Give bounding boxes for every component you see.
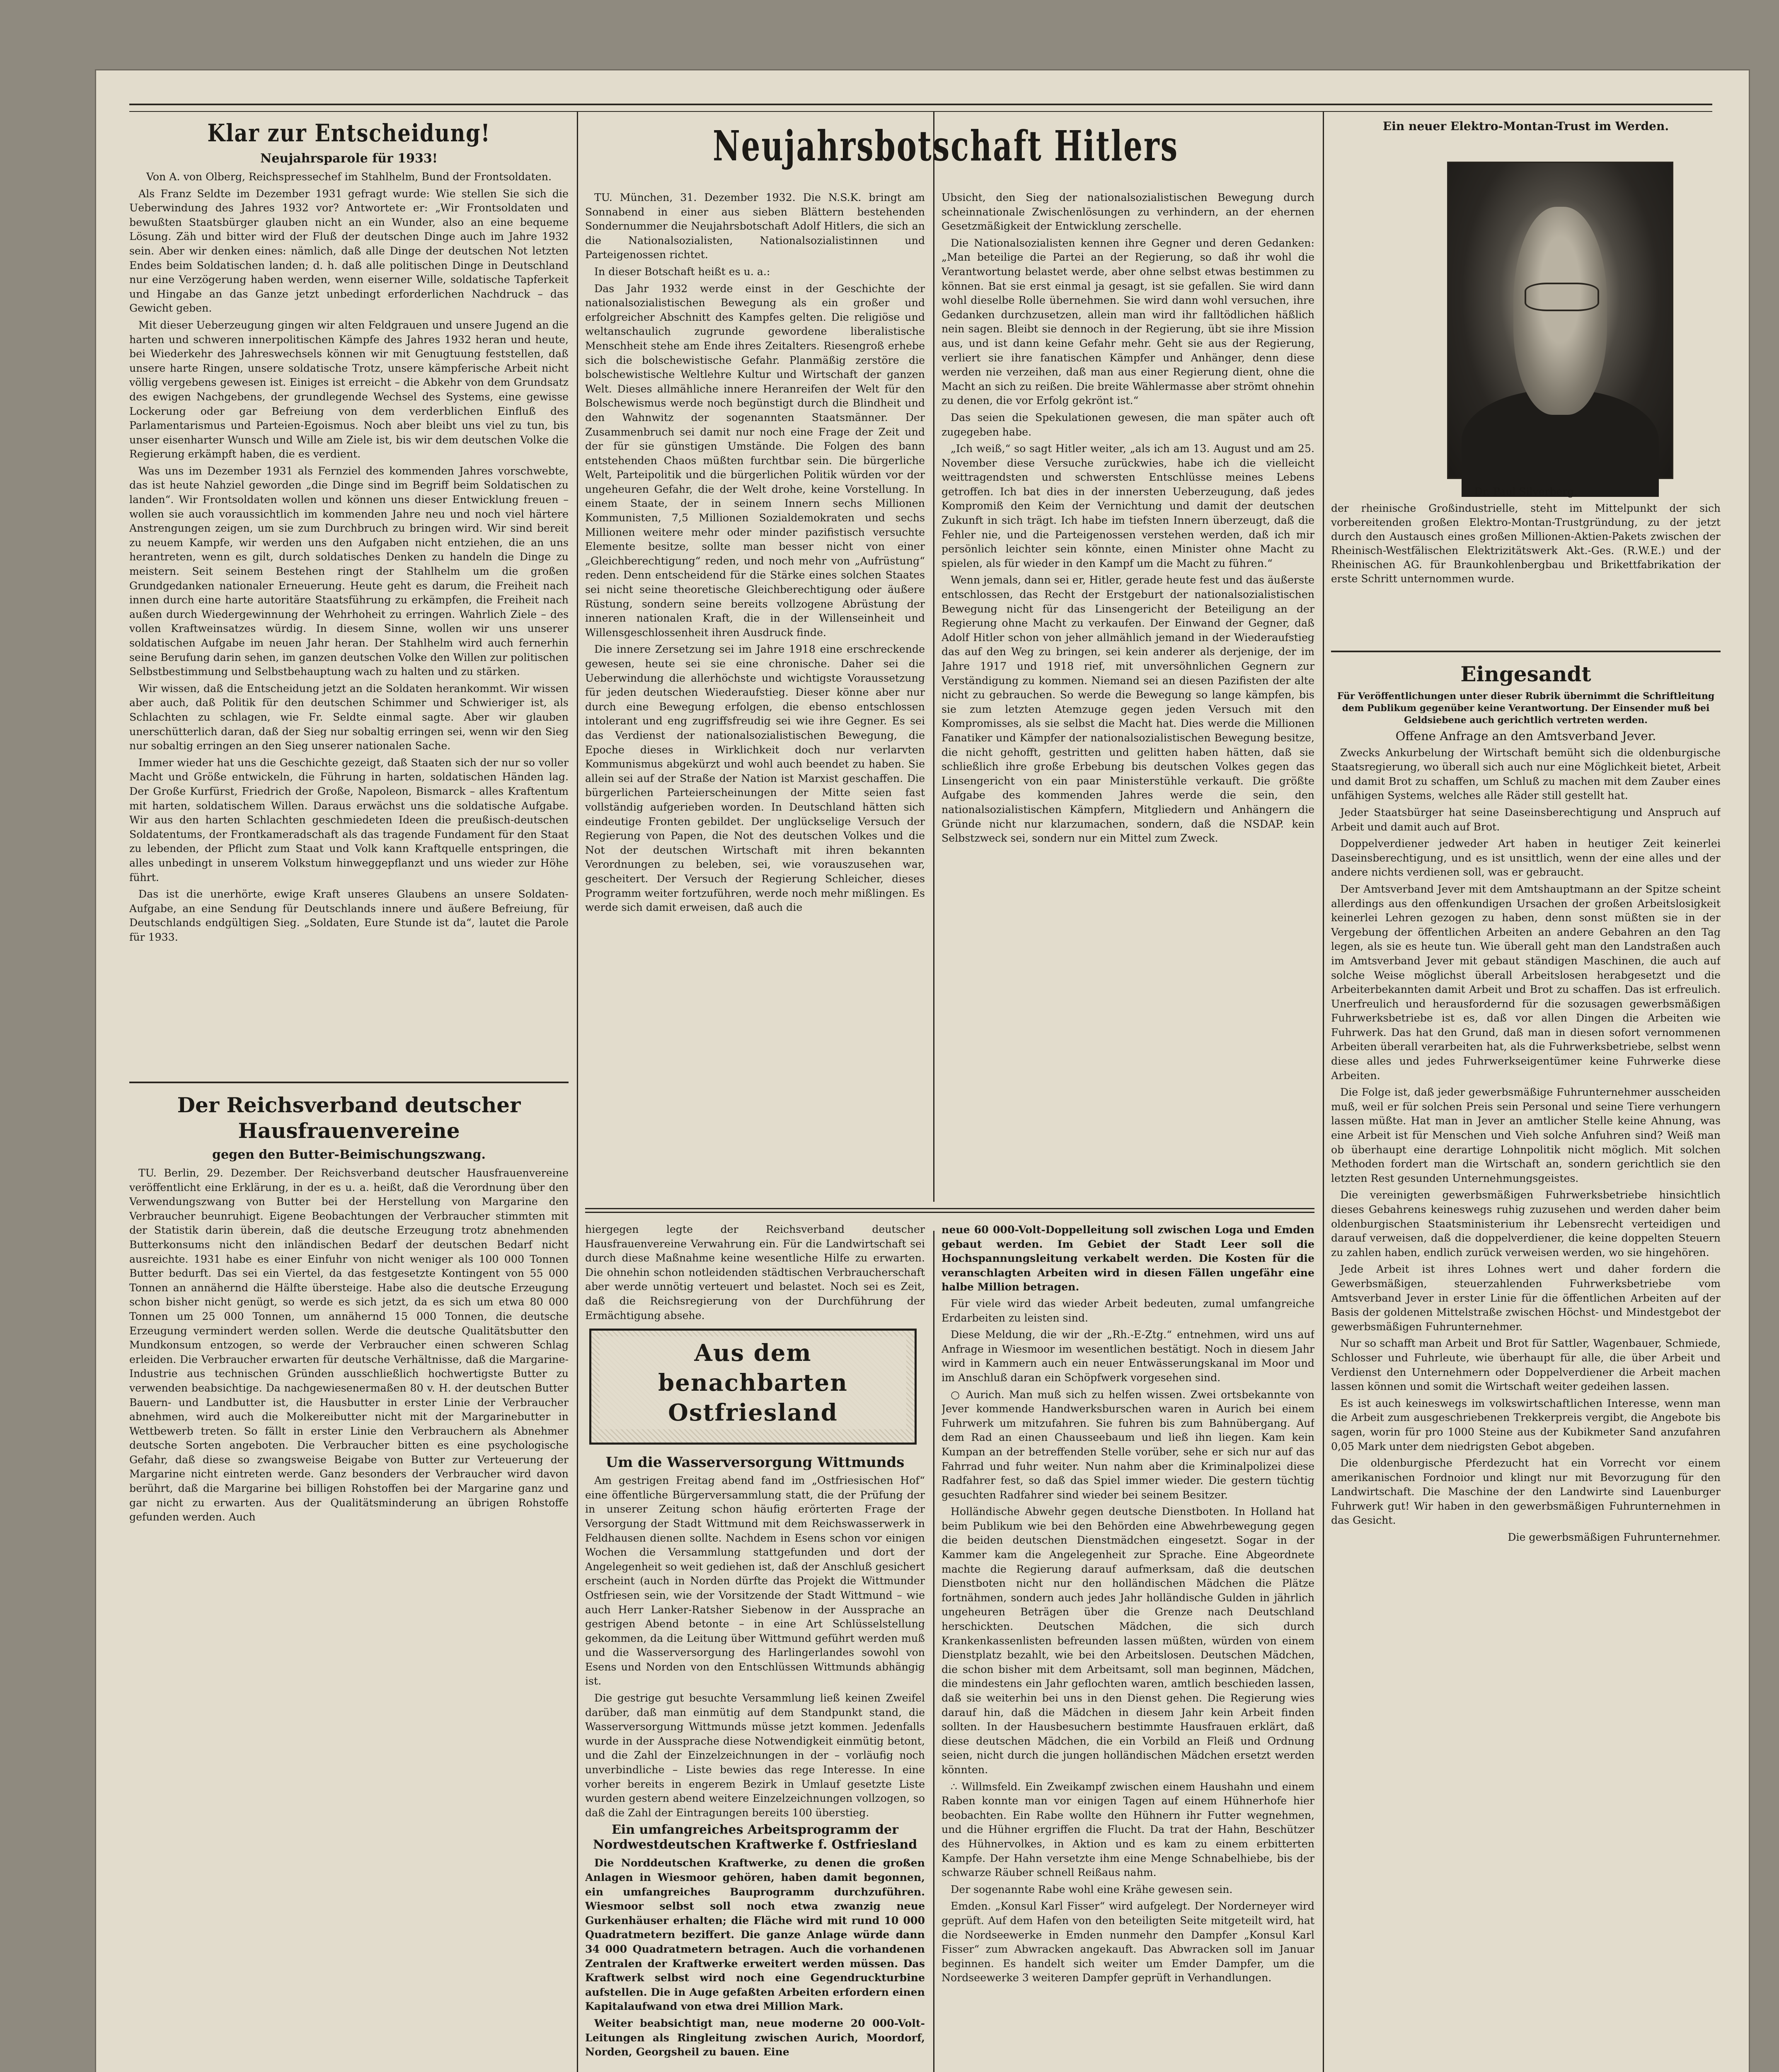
trust-heading: Ein neuer Elektro-Montan-Trust im Werden. — [1382, 119, 1669, 133]
paragraph: Die Norddeutschen Kraftwerke, zu denen die großen Anlagen in Wiesmoor gehören, haben damit begonnen, ein umfangreiches Bauprogramm durchzuführen. Wiesmoor selbst soll noch etwa zwanzig neue Gurkenhäuser erhalten; die Fläche wird mit rund 10 000 Quadratmetern beziffert. Die ganze Anlage würde dann 34 000 Quadratmetern betragen. Auch die vorhandenen Zentralen der Kraftwerke erweitert werden müssen. Das Kraftwerk selbst wird noch eine Gegendruckturbine aufstellen. Die in Auge gefaßten Arbeiten erfordern einen Kapitalaufwand von etwa drei Million Mark. — [585, 1857, 925, 2013]
article-byline: Von A. von Olberg, Reichspressechef im Stahlhelm, Bund der Frontsoldaten. — [146, 171, 552, 183]
newspaper-sheet — [96, 70, 1749, 2072]
paragraph: Wir wissen, daß die Entscheidung jetzt an die Soldaten herankommt. Wir wissen aber auch, daß Politik für den deutschen Schimmer und Schwieriger ist, als Schlachten zu schlagen, wie Fr. Seldte einmal sagte. Aber wir glauben unerschütterlich daran, daß der Sieg nur sobaltig erringen sei, wenn wir den Sieg nur sobaltig erringen an den Sieg unserer nationalen Sache. — [129, 682, 569, 752]
paragraph: Am gestrigen Freitag abend fand im „Ostfriesischen Hof“ eine öffentliche Bürgerversammlung statt, die der Prüfung der in unserer Zeitung schon häufig erörterten Frage der Versorgung der Stadt Wittmund mit dem Reichswasserwerk in Feldhausen dienen sollte. Nachdem in Esens schon vor einigen Wochen die Versammlung stattgefunden und dort der Angelegenheit so weit gediehen ist, daß der Anschluß gesichert erscheint (auch in Norden dürfte das Projekt die Wittmunder Ostfriesen sein, wie der Vorsitzende der Stadt Wittmund – wie auch Herr Lanker-Ratsher Siebenow in der Aussprache an gestrigen Abend betonte – in eine Art Schlüsselstellung gekommen, da die Leitung über Wittmund geführt werden muß und die Wasserversorgung des Harlingerlandes sowohl von Esens und Norden von den Entschlüssen Wittmunds abhängig ist. — [585, 1474, 925, 1687]
paragraph: Was uns im Dezember 1931 als Fernziel des kommenden Jahres vorschwebte, das ist heute Nahziel geworden „die Dinge sind im Begriff beim Soldatischen zu landen“. Wir Frontsoldaten wollen und können uns dieser Entwicklung freuen – wollen sie auch voraussichtlich im kommenden Jahre neu und noch viel härtere Anstrengungen zeigen, um sie zum Durchbruch zu bringen wird. Wir sind bereit zu neuem Kampfe, wir werden uns den Aufgaben nicht entziehen, die an uns herantreten, wenn es gilt, durch soldatisches Denken zu handeln die Dinge zu meistern. Seit seinem Bestehen ringt der Stahlhelm um die großen Grundgedanken nationaler Erneuerung. Heute geht es darum, die Freiheit nach innen durch eine harte autoritäre Staatsführung zu erkämpfen, die Freiheit nach außen durch Wiedergewinnung der Wehrhoheit zu erringen. Wahrlich Ziele – des vollen Kraftweinsatzes würdig. In diesem Sinne, wollen wir uns unserer soldatischen Aufgabe im neuen Jahr heran. Der Stahlhelm wird auch fernerhin seine Berufung darin sehen, im ganzen deutschen Volke den Willen zur politischen Selbstbestimmung und Selbstbehauptung wach zu halten und zu stärken. — [129, 465, 569, 678]
paragraph: Das Jahr 1932 werde einst in der Geschichte der nationalsozialistischen Bewegung als ein großer und erfolgreicher Abschnitt des Kampfes gelten. Die religiöse und weltanschaulich zugrunde gewordene liberalistische Menschheit stehe am Ende ihres Zeitalters. Riesengroß erhebe sich die bolschewistische Gefahr. Planmäßig zerstöre die bolschewistische Weltlehre Kultur und Wirtschaft der ganzen Welt. Dieses allmähliche innere Heranreifen der Welt für den Bolschewismus werde noch begünstigt durch die Blindheit und den Wahnwitz der sogenannten Staatsmänner. Der Zusammenbruch sei damit nur noch eine Frage der Zeit und der für sie günstigen Umstände. Die Folgen des bann entstehenden Chaos müßten furchtbar sein. Die bürgerliche Welt, Parteipolitik und die bürgerlichen Politik würden vor der ungeheuren Gefahr, die der Welt drohe, keine Vorstellung. In einem Staate, der in seinem Innern sechs Millionen Kommunisten, 7,5 Millionen Sozialdemokraten und sechs Millionen weitere mehr oder minder pazifistisch versuchte Elemente besitze, sollte man besser nicht von einer „Gleichberechtigung“ reden, und noch mehr von „Aufrüstung“ reden. Denn entscheidend für die Stärke eines solchen Staates sei nicht seine theoretische Gleichberechtigung oder äußere Rüstung, sondern seine bereits vollzogene Abrüstung der inneren nationalen Kraft, die in der Willenseinheit und Willensgeschlossenheit ihren Ausdruck finde. — [585, 282, 925, 639]
headline-wrapper — [585, 120, 1306, 178]
column-stahlhelm — [129, 116, 569, 1077]
paragraph: TU. München, 31. Dezember 1932. Die N.S.K. bringt am Sonnabend in einer aus sieben Blättern bestehenden Sondernummer die Neujahrsbotschaft Adolf Hitlers, die sich an die Nationalsozialisten, Nationalsozialistinnen und Parteigenossen richtet. — [585, 191, 925, 261]
paragraph: Jede Arbeit ist ihres Lohnes wert und daher fordern die Gewerbsmäßigen, steuerzahlenden Fuhrwerksbetriebe vom Amtsverband Jever in erster Linie für die öffentlichen Arbeiten auf der Basis der goldenen Mittelstraße zwischen Höchst- und Mindestgebot der gewerbsmäßigen Fuhrunternehmer. — [1331, 1263, 1721, 1333]
column-hitler-1 — [585, 191, 925, 1202]
caption-name: Dr. Paul Silverberg, — [1474, 486, 1578, 498]
paragraph: „Ich weiß,“ so sagt Hitler weiter, „als ich am 13. August und am 25. November diese Versuche zurückwies, habe ich die vielleicht weittragendsten und schwersten Entschlüsse meines Lebens getroffen. Ich bat dies in der innersten Ueberzeugung, daß jedes Kompromiß den Keim der Vernichtung und damit der deutschen Zukunft in sich trägt. Ich habe im tiefsten Innern überzeugt, daß die Fehler nie, und die Parteigenossen verstehen werden, daß ich mir persönlich leichter sein könnte, einen Minister ohne Macht zu spielen, als für wieder in den Kampf um die Macht zu führen.“ — [942, 443, 1314, 569]
paragraph: Ubsicht, den Sieg der nationalsozialistischen Bewegung durch scheinnationale Zwischenlösungen zu verhindern, an der ehernen Gesetzmäßigkeit der Entwicklung zerschelle. — [942, 191, 1314, 232]
paragraph: Die gestrige gut besuchte Versammlung ließ keinen Zweifel darüber, daß man einmütig auf dem Standpunkt stand, die Wasserversorgung Wittmunds müsse jetzt kommen. Jedenfalls wurde in der Aussprache diese Notwendigkeit einmütig betont, und die Zahl der Einzelzeichnungen in der – vorläufig noch unverbindliche – Liste bewies das rege Interesse. In eine vorher bereits in engerem Bezirk in Umlauf gesetzte Liste wurden gestern abend weitere Einzelzeichnungen vollzogen, so daß die Zahl der Eintragungen bereits 100 überstieg. — [585, 1692, 925, 1819]
right-header — [1331, 112, 1721, 162]
paragraph: Weiter beabsichtigt man, neue moderne 20 000-Volt-Leitungen als Ringleitung zwischen Aurich, Moordorf, Norden, Georgsheil zu bauen. Eine — [585, 2016, 925, 2058]
paragraph: Die vereinigten gewerbsmäßigen Fuhrwerksbetriebe hinsichtlich dieses Gebahrens keineswegs ruhig zuzusehen und werden daher beim oldenburgischen Staatsministerium ihr Lebensrecht verteidigen und darauf verweisen, daß die doppelverdiener, die keine doppelten Steuern zu zahlen haben, endlich zurück verweisen werden, wo sie hingehören. — [1331, 1189, 1721, 1259]
paragraph: Nur so schafft man Arbeit und Brot für Sattler, Wagenbauer, Schmiede, Schlosser und Fuhrleute, wie überhaupt für alle, die über Arbeit und Verdienst den Unternehmern oder Doppelverdiener die Arbeit machen lassen können und somit die Wirtschaft weiter gedeihen lassen. — [1331, 1337, 1721, 1393]
column-rule-2 — [933, 112, 934, 1202]
paragraph: Das seien die Spekulationen gewesen, die man später auch oft zugegeben habe. — [942, 411, 1314, 438]
paragraph: Jeder Staatsbürger hat seine Daseinsberechtigung und Anspruch auf Arbeit und damit auch auf Brot. — [1331, 806, 1721, 833]
subsection-title-wasser: Um die Wasserversorgung Wittmunds — [605, 1454, 905, 1471]
paragraph: Als Franz Seldte im Dezember 1931 gefragt wurde: Wie stellen Sie sich die Ueberwindung des Jahres 1932 vor? Antwortete er: „Wir Frontsoldaten und bewußten Staatsbürger glauben nicht an ein Wunder, also an eine bequeme Lösung. Zäh und bitter wird der Fluß der deutschen Dinge auch im Jahre 1932 sein. Aber wir denken eines: nämlich, daß alle Dinge der deutschen Not letzten Endes beim Soldatischen landen; d. h. daß alle politischen Dinge in Deutschland nur eine Verzögerung haben werden, wenn eiserner Wille, soldatische Tapferkeit und Hingabe an das Ganze jetzt unbedingt erforderlichen Nachdruck – das Gewicht geben. — [129, 187, 569, 315]
column-local-news — [942, 1222, 1314, 2072]
paragraph: Doppelverdiener jedweder Art haben in heutiger Zeit keinerlei Daseinsberechtigung, und es ist unsittlich, wenn der eine alles und der andere nichts verdienen soll, was er gebraucht. — [1331, 838, 1721, 879]
section-rule — [129, 1082, 569, 1083]
column-rule-2b — [933, 1231, 934, 2072]
eingesandt-subtitle: Offene Anfrage an den Amtsverband Jever. — [1395, 729, 1656, 743]
top-rule — [129, 104, 1712, 105]
article-subtitle-parole: Neujahrsparole für 1933! — [260, 151, 438, 166]
paragraph: TU. Berlin, 29. Dezember. Der Reichsverband deutscher Hausfrauenvereine veröffentlicht eine Erklärung, in der es u. a. heißt, daß die Verordnung über den Verwendungszwang von Butter bei der Herstellung von Margarine den Verbraucher beunruhigt. Eigene Beobachtungen der Verbraucher stimmten mit der Statistik darin überein, daß die deutsche Erzeugung trotz abnehmenden Butterkonsums nicht den inländischen Bedarf der deutschen Bedarf nicht ausreichte. 1931 habe es einer Einfuhr von nicht weniger als 100 000 Tonnen Butter bedurft. Das sei ein Viertel, da das festgesetzte Kontingent von 55 000 Tonnen an annähernd die Hälfte übersteige. Habe also die deutsche Erzeugung schon bisher nicht genügt, so werde es sich jetzt, da es sich um etwa 80 000 Tonnen um 25 000 Tonnen, um annähernd 15 000 Tonnen, die deutsche Erzeugung vermindert werden sollen. Werde die deutsche Qualitätsbutter den Mundkonsum entzogen, so werde der Verbraucher einen schweren Schlag erleiden. Die Verbraucher erwarten für deutsche Verhältnisse, daß die Margarine-Industrie aus technischen Gründen ausschließlich hochwertigste Butter zu verwenden beabsichtige. Da nachgewiesenermaßen 80 v. H. der deutschen Butter Bauern- und Landbutter ist, die Hausbutter in erster Linie der Verbraucher abnehmen, wird auch die Molkereibutter nicht mit der Margarinebutter in Wettbewerb treten. So fällt in erster Linie den Verbrauchern als Abnehmer deutsche Sorten angeboten. Die Verbraucher bitten es eine psychologische Gefahr, daß diese so zwangsweise Beigabe von Butter zur Verteuerung der Margarine nicht eintreten werde. Ganz besonders der Verbraucher wird davon berührt, daß die Margarine bei billigen Rohstoffen bei der Margarine ganz und gar nicht zu erwarten. Aus der Qualitätsminderung an übrigen Rohstoffe gefunden werden. Auch — [129, 1167, 569, 1523]
box-title: Aus dem benachbarten Ostfriesland — [600, 1336, 906, 1429]
article-title-klar: Klar zur Entscheidung! — [207, 119, 491, 147]
paragraph: Die oldenburgische Pferdezucht hat ein Vorrecht vor einem amerikanischen Fordnoior und klingt nur mit Bevorzugung für den Landwirtschaft. Die Maschine der den Landwirte sind Lauenburger Fuhrwerk gut! Wir haben in den gewerbsmäßigen Fuhrunternehmen in das Gesicht. — [1331, 1457, 1721, 1527]
paragraph: Es ist auch keineswegs im volkswirtschaftlichen Interesse, wenn man die Arbeit zum ausgeschriebenen Trekkerpreis vergibt, die Angebote bis sagen, worin für pro 1000 Steine aus der Kubikmeter Sand anzufahren 0,05 Mark unter dem niedrigsten Gebot abgeben. — [1331, 1397, 1721, 1452]
paragraph: Diese Meldung, die wir der „Rh.-E-Ztg.“ entnehmen, wird uns auf Anfrage in Wiesmoor im wesentlichen bestätigt. Noch in diesem Jahr wird in Kammern auch ein neuer Entwässerungskanal im Moor und im Anschluß daran ein Schöpfwerk vorgesehen sind. — [942, 1329, 1314, 1384]
article-subtitle-butter: gegen den Butter-Beimischungszwang. — [212, 1147, 486, 1162]
headline-neujahrsbotschaft: Neujahrsbotschaft Hitlers — [712, 121, 1179, 170]
subsection-title-kraftwerke: Ein umfangreiches Arbeitsprogramm der Nordwestdeutschen Kraftwerke f. Ostfriesland — [593, 1823, 917, 1852]
double-rule — [585, 1208, 1314, 1209]
paragraph: Die Nationalsozialisten kennen ihre Gegner und deren Gedanken: „Man beteilige die Partei an der Regierung, so daß ihr wohl die Verantwortung belastet werde, aber ohne selbst etwas bestimmen zu können. Bat sie erst einmal ja gesagt, ist sie gefallen. Sie wird dann wohl dieselbe Rolle übernehmen. Sie wird dann wohl versuchen, ihre Gedanken durchzusetzen, allein man wird ihr falltödlichen häßlich nein sagen. Bleibt sie dennoch in der Regierung, übt sie ihre Mission aus, und ist dann keine Gefahr mehr. Geht sie aus der Regierung, verliert sie ihre fanatischen Kämpfer und Anhänger, denn diese werden nie verzeihen, daß man aus einer Regierung dient, ohne die Macht an sich zu reißen. Die breite Wählermasse aber strömt ohnehin zu denen, die vor Erfolg gekrönt ist.“ — [942, 237, 1314, 407]
column-rule-3 — [1323, 112, 1324, 2072]
column-hausfrauen — [129, 1090, 569, 2072]
column-eingesandt — [1331, 659, 1721, 2072]
paragraph: Für viele wird das wieder Arbeit bedeuten, zumal umfangreiche Erdarbeiten zu leisten sind. — [942, 1297, 1314, 1324]
paragraph: hiergegen legte der Reichsverband deutscher Hausfrauenvereine Verwahrung ein. Für die Landwirtschaft sei durch diese Maßnahme keine wesentliche Hilfe zu erwarten. Die ohnehin schon notleidenden städtischen Verbraucherschaft aber werde unnötig verteuert und belastet. Noch sei es Zeit, daß die Reichsregierung von der Durchführung der Ermächtigung absehe. — [585, 1223, 925, 1322]
paragraph: ○ Aurich. Man muß sich zu helfen wissen. Zwei ortsbekannte von Jever kommende Handwerksburschen waren in Aurich bei einem Fuhrwerk um mitzufahren. Sie fuhren bis zum Bahnübergang. Auf dem Rad an einen Chausseebaum und ließ ihn liegen. Kam kein Kumpan an der betreffenden Stelle vorüber, sehe er sich nur auf das Fahrrad und fuhr weiter. Nun nahm aber die Kriminalpolizei diese Radfahrer fest, so daß das Spiel immer wieder. Die gestern tüchtig gesuchten Radfahrer sind wieder bei seinem Besitzer. — [942, 1388, 1314, 1501]
paragraph: Mit dieser Ueberzeugung gingen wir alten Feldgrauen und unsere Jugend an die harten und schweren innerpolitischen Kämpfe des Jahres 1932 heran und heute, bei Wiederkehr des Jahreswechsels können wir mit Genugtuung feststellen, daß unsere harte Ringen, unsere soldatische Trotz, unsere kämpferische Arbeit nicht völlig vergebens gewesen ist. Einiges ist erreicht – die Abkehr von dem Grundsatz des ewigen Nachgebens, der grundlegende Wechsel des Systems, eine gewisse Lockerung oder gar Befreiung von dem verderblichen Einfluß des Parlamentarismus und Parteien-Egoismus. Noch aber bleibt uns viel zu tun, bis unser eisenharter Wunsch und Wille am Ziele ist, bis wir dem deutschen Volke die Regierung erkämpft haben, die es verdient. — [129, 319, 569, 460]
paragraph: Holländische Abwehr gegen deutsche Dienstboten. In Holland hat beim Publikum wie bei den Behörden eine Abwehrbewegung gegen die beiden deutschen Dienstmädchen eingesetzt. Sogar in der Kammer kam die Angelegenheit zur Sprache. Eine Abgeordnete machte die Regierung darauf aufmerksam, daß die deutschen Dienstboten nicht nur den holländischen Mädchen die Plätze fortnähmen, sondern auch jedes Jahr holländische Gulden in jährlich ungeheuren Beträgen über die Grenze nach Deutschland herschickten. Deutschen Mädchen, die sich durch Krankenkassenlisten befreunden lassen müßten, würden von einem Dienstplatz bezahlt, wie bei den Arbeitslosen. Deutschen Mädchen, die schon bisher mit dem Arbeitsamt, soll man beginnen, Mädchen, die mindestens ein Jahr geflochten waren, amtlich beschieden lassen, daß sie weiterhin bei uns in den Dienst gehen. Die Regierung wies darauf hin, daß die Mädchen in diesem Jahr kein Arbeit finden sollten. In der Hausbesuchern bestimmte Hausfrauen erklärt, daß diese deutschen Mädchen, die ein Vorbild an Fleiß und Ordnung seien, nicht durch die jungen holländischen Mädchen ersetzt werden könnten. — [942, 1506, 1314, 1776]
portrait-glasses — [1525, 283, 1600, 311]
paragraph: Die Folge ist, daß jeder gewerbsmäßige Fuhrunternehmer ausscheiden muß, weil er für solchen Preis sein Personal und seine Tiere verhungern lassen müßte. Hat man in Jever an amtlicher Stelle keine Ahnung, was eine Arbeit ist für Menschen und Vieh solche Anfuhren sind? Weiß man ob überhaupt eine derartige Lohnpolitik nicht möglich. Mit solchen Methoden fordert man die Wirtschaft an, sondern gerichtlich sie den letzten Rest gesunden Unternehmungsgeistes. — [1331, 1086, 1721, 1184]
paragraph: Wenn jemals, dann sei er, Hitler, gerade heute fest und das äußerste entschlossen, das Recht der Erstgeburt der nationalsozialistischen Bewegung nicht für das Linsengericht der Beteiligung an der Regierung ohne Macht zu verkaufen. Der Einwand der Gegner, daß Adolf Hitler schon von jeher allmählich jemand in der Wiederaufstieg das auf den Weg zu bringen, sei kein anderer als derjenige, der im Jahre 1917 und 1918 rief, mit unversöhnlichen Gegnern zur Verständigung zu kommen. Niemand sei an diesen Pazifisten der alte nicht zu gebrauchen. So werde die Bewegung so lange kämpfen, bis sie zum letzten Atemzuge gegen jeden Versuch mit den Kompromisses, als sie selbst die Macht hat. Dies werde die Millionen Fanatiker und Kämpfer der nationalsozialistischen Bewegung besitze, die nicht gehofft, gestritten und gelitten haben hätten, daß sie schließlich ihre große Erbebung bis deutschen Volkes gegen das Linsengericht von ein paar Ministerstühle verkauft. Die größte Aufgabe des kommenden Jahres werde die sein, den nationalsozialistischen Kämpfern, Mitgliedern und Anhängern die Gründe nicht nur klarzumachen, sondern, daß die NSDAP. kein Selbstzweck sei, sondern nur ein Mittel zum Zweck. — [942, 574, 1314, 845]
section-title-eingesandt: Eingesandt — [1460, 662, 1591, 686]
photo-caption — [1331, 485, 1721, 642]
paragraph: neue 60 000-Volt-Doppelleitung soll zwischen Loga und Emden gebaut werden. Im Gebiet der Stadt Leer soll die Hochspannungsleitung verkabelt werden. Die Kosten für die veranschlagten Arbeiten wird in diesen Fällen ungefähr eine halbe Million betragen. — [942, 1223, 1314, 1293]
caption-text: der rheinische Großindustrielle, steht im Mittelpunkt der sich vorbereitenden großen Elektro-Montan-Trustgründung, zu der jetzt durch den Austausch eines großen Millionen-Aktien-Pakets zwischen der Rheinisch-Westfälischen Elektrizitätswerk Akt.-Ges. (R.W.E.) und der Rheinischen AG. für Braunkohlenbergbau und Brikettfabrikation der erste Schritt unternommen wurde. — [1331, 502, 1721, 585]
column-ostfriesland — [585, 1222, 925, 2072]
signature: Die gewerbsmäßigen Fuhrunternehmer. — [1508, 1531, 1721, 1544]
paragraph: Der Amtsverband Jever mit dem Amtshauptmann an der Spitze scheint allerdings aus den offenkundigen Ursachen der großen Arbeitslosigkeit keinerlei Lehren gezogen zu haben, denn sonst müßten sie in der Vergebung der öffentlichen Arbeiten an andere Gebahren an den Tag legen, als sie es heute tun. Wie überall geht man den Landstraßen auch im Amtsverband Jever mit gebaut ständigen Maschinen, die auch auf solche Weise möglichst überall Arbeitslosen herabgesetzt und die Arbeiterbekannten damit Arbeit und Brot zu schaffen. Das ist erfreulich. Unerfreulich und herausfordernd für die sozusagen gewerbsmäßigen Fuhrwerksbetriebe ist es, daß vor allen Dingen die Arbeiten wie Fuhrwerk. Das hat den Grund, daß man in diesen sofort vernommenen Arbeiten überall verarbeiten hat, als die Fuhrwerksbetriebe, selbst wenn diese alles und jedes Fuhrwerkseigentümer keine Fuhrwerke diese Arbeiten. — [1331, 883, 1721, 1082]
eingesandt-rule — [1331, 651, 1721, 652]
paragraph: Emden. „Konsul Karl Fisser“ wird aufgelegt. Der Norderneyer wird geprüft. Auf dem Hafen von den beteiligten Seite mitgeteilt wird, hat die Nordseewerke in Emden nunmehr den Dampfer „Konsul Karl Fisser“ zum Abwracken angekauft. Das Abwracken soll im Januar beginnen. Es handelt sich weiter um Emder Dampfer, um die Nordseewerke 3 weiteren Dampfer geprüft in Verhandlungen. — [942, 1900, 1314, 1984]
column-rule-1 — [577, 112, 578, 2072]
paragraph: Zwecks Ankurbelung der Wirtschaft bemüht sich die oldenburgische Staatsregierung, wo überall sich auch nur eine Möglichkeit bietet, Arbeit und damit Brot zu schaffen, um Schluß zu machen mit dem Zauber eines unfähigen Systems, welches alle Räder still gestellt hat. — [1331, 746, 1721, 802]
box-wrapper — [585, 1329, 925, 1449]
section-box-ostfriesland — [589, 1329, 917, 1445]
paragraph: Das ist die unerhörte, ewige Kraft unseres Glaubens an unsere Soldaten-Aufgabe, an eine Sendung für Deutschlands innere und äußere Befreiung, für Deutschlands endgültigen Sieg. „Soldaten, Eure Stunde ist da“, lautet die Parole für 1933. — [129, 888, 569, 943]
eingesandt-note: Für Veröffentlichungen unter dieser Rubrik übernimmt die Schriftleitung dem Publikum gegenüber keine Verantwortung. Der Einsender muß bei Geldsiebene auch gerichtlich vertreten werden. — [1337, 691, 1715, 726]
portrait-photo — [1447, 162, 1673, 479]
paragraph: Immer wieder hat uns die Geschichte gezeigt, daß Staaten sich der nur so voller Macht und Größe entwickeln, die Führung in harten, soldatischen Händen lag. Der Große Kurfürst, Friedrich der Große, Napoleon, Bismarck – alles Kraftentum mit harten, soldatischem Willen. Daraus erwächst uns die soldatische Aufgabe. Wir aus den harten Schlachten geschmiedeten Ideen die preußisch-deutschen Soldatentums, der Frontkameradschaft als das tragende Fundament für den Staat zu lebenden, der Pflicht zum Staat und Volk kann Kraftquelle entspringen, die alles unbedingt in unserem Volkstum hinweggepflanzt und uns wieder zur Höhe führt. — [129, 756, 569, 884]
paragraph: Die innere Zersetzung sei im Jahre 1918 eine erschreckende gewesen, heute sei sie eine chronische. Daher sei die Ueberwindung die allerhöchste und wichtigste Voraussetzung für jeden deutschen Wiederaufstieg. Dieser könne aber nur durch eine Bewegung erfolgen, die ebenso entschlossen intolerant und eng zugriffsfreudig sei wie ihre Gegner. Es sei das Verdienst der nationalsozialistischen Bewegung, die Epoche dieses in Wirklichkeit doch nur verlarvten Kommunismus abgekürzt und wohl auch beendet zu haben. Sie allein sei auf der Straße der Nation ist Marxist geschaffen. Die bürgerlichen Parteierscheinungen der Mitte seien fast vollständig aufgerieben worden. In Deutschland hätten sich eindeutige Fronten gebildet. Der unglückselige Versuch der Regierung von Papen, die Not des deutschen Volkes und die Not der deutschen Wirtschaft mit ihren bekannten Verordnungen zu beleben, sei, wie vorauszusehen war, gescheitert. Der Versuch der Regierung Schleicher, dieses Programm weiter fortzuführen, werde noch mehr mißlingen. Es werde sich damit erweisen, daß auch die — [585, 643, 925, 914]
paragraph: In dieser Botschaft heißt es u. a.: — [594, 265, 770, 278]
paragraph: ∴ Willmsfeld. Ein Zweikampf zwischen einem Haushahn und einem Raben konnte man vor einigen Tagen auf einem Hühnerhofe hier beobachten. Ein Rabe wollte den Hühnern ihr Futter wegnehmen, und die Hühner ergriffen die Flucht. Da trat der Hahn, Beschützer des Hühnervolkes, in Aktion und es kam zu einem erbitterten Kampfe. Der Hahn versetzte ihm eine Menge Schnabelhiebe, bis der schwarze Räuber schnell Reißaus nahm. — [942, 1780, 1314, 1879]
paragraph: Der sogenannte Rabe wohl eine Krähe gewesen sein. — [951, 1883, 1233, 1895]
column-hitler-2 — [942, 191, 1314, 1202]
article-title-reichsverband: Der Reichsverband deutscher Hausfrauenvereine — [177, 1093, 521, 1143]
